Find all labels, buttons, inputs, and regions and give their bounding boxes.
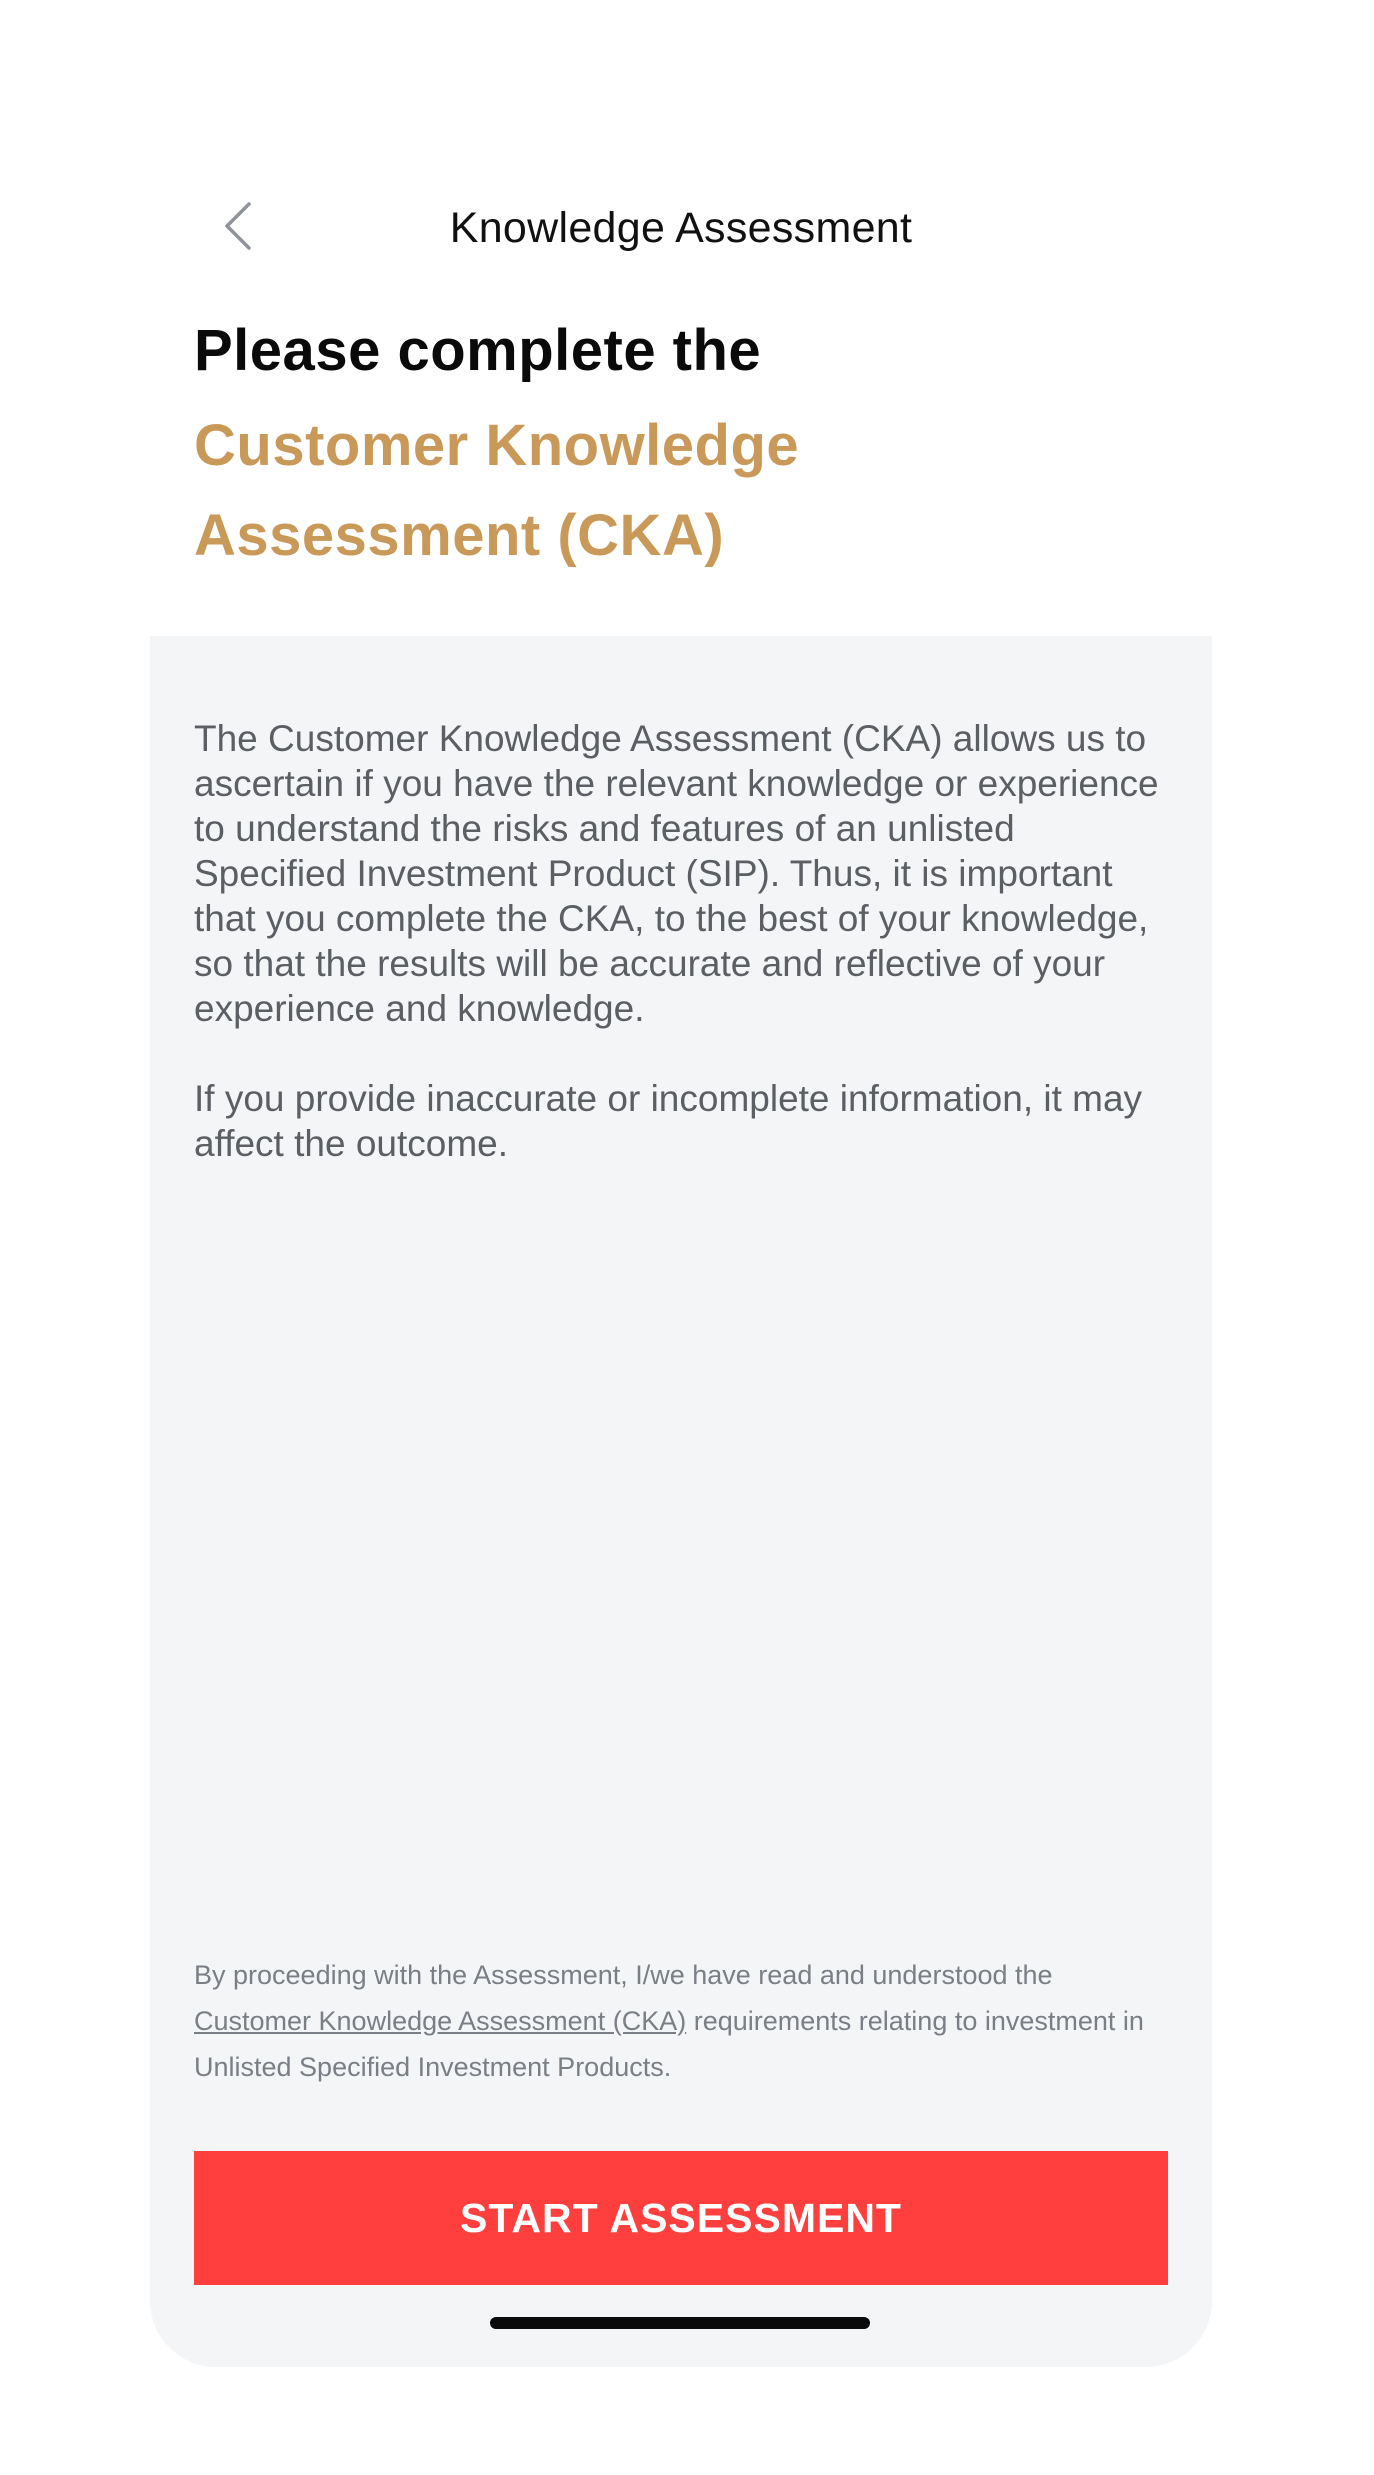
content-panel xyxy=(150,636,1212,2367)
cka-link[interactable]: Customer Knowledge Assessment (CKA) xyxy=(194,2006,687,2036)
back-button[interactable] xyxy=(212,202,264,254)
disclaimer-prefix: By proceeding with the Assessment, I/we have read and understood the xyxy=(194,1960,1053,1990)
nav-bar xyxy=(150,188,1212,268)
intro-paragraph: The Customer Knowledge Assessment (CKA) allows us to ascertain if you have the relevant knowledge or experience to understand the risks and features of an unlisted Specified Investment Product (SIP). Thus, it is important that you complete the CKA, to the best of your knowledge, so that the results will be accurate and reflective of your experience and knowledge. xyxy=(194,718,1159,1029)
home-indicator xyxy=(490,2317,870,2329)
heading xyxy=(194,315,1154,581)
disclaimer xyxy=(194,1952,1174,2090)
heading-accent-title: Customer Knowledge Assessment (CKA) xyxy=(194,413,800,568)
intro-text xyxy=(194,716,1174,1211)
page-title: Knowledge Assessment xyxy=(449,204,913,252)
chevron-left-icon xyxy=(221,200,255,257)
warning-paragraph: If you provide inaccurate or incomplete information, it may affect the outcome. xyxy=(194,1078,1143,1164)
heading-title: Please complete the xyxy=(194,318,762,383)
start-assessment-button[interactable]: START ASSESSMENT xyxy=(194,2151,1168,2285)
screen xyxy=(150,150,1212,2367)
disclaimer-suffix: requirements relating to investment in Unlisted Specified Investment Products. xyxy=(194,2006,1144,2082)
